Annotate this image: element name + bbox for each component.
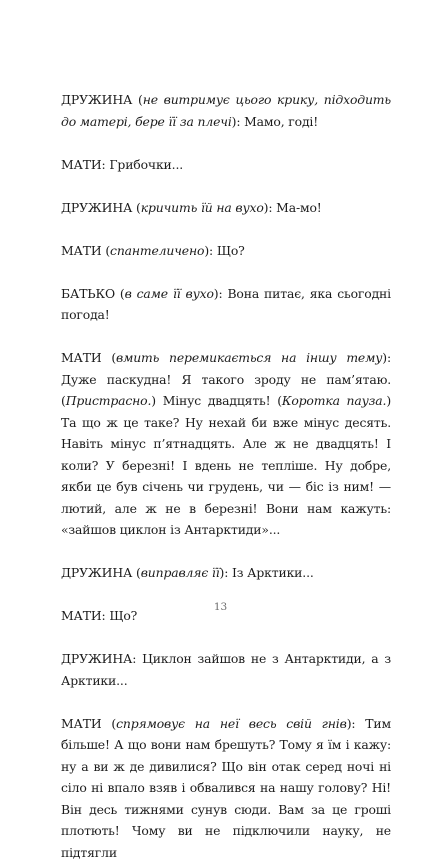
dialogue-text: ДРУЖИНА [61,92,132,107]
dialogue-text: ): Мамо, годі! [232,114,318,129]
paragraph-mother-puzzled [61,240,391,262]
stage-direction: виправляє її [141,565,220,580]
paragraph-mother-weather-rant [61,347,391,541]
dialogue-text: ( [102,350,116,365]
dialogue-text: ) Мінус двадцять! ( [151,393,282,408]
dialogue-text: МАТИ: Що? [61,608,137,623]
dialogue-text: ) Та що ж це таке? Ну нехай би вже мінус десять. Навіть мінус п’ятнадцять. Але ж не двадцять! І коли? У березні! І вдень не тепліше. Ну добре, якби це був січень чи грудень, чи — біс із ним! — лютий, але ж не в березні! Вони нам кажуть: «зайшов циклон із Антарктиди»... [61,393,391,537]
paragraph-wife-arctic [61,648,391,691]
dialogue-text: ( [132,92,142,107]
dialogue-text: ДРУЖИНА [61,565,132,580]
dialogue-text: МАТИ [61,243,102,258]
dialogue-text: ( [115,286,125,301]
stage-direction: спрямовує на неї весь свій гнів [116,716,347,731]
stage-direction: кричить їй на вухо [141,200,264,215]
dialogue-text: ): Що? [204,243,244,258]
dialogue-text: БАТЬКО [61,286,115,301]
dialogue-text: МАТИ: Грибочки... [61,157,183,172]
stage-direction: вмить перемикається на іншу тему [116,350,382,365]
dialogue-text: ( [102,716,117,731]
dialogue-text: ): Тим більше! А що вони нам брешуть? Тому я їм і кажу: ну а ви ж де дивилися? Що він отак серед ночі ні сіло ні впало взяв і обвалився на нашу голову? Ні! Він десь тижнями сунув сюди. Вам за це гроші плотють! Чому ви не підключили науку, не підтягли [61,716,391,860]
stage-direction: в саме її вухо [125,286,214,301]
dialogue-text: ): Ма-мо! [264,200,322,215]
dialogue-text: ): Із Арктики... [220,565,314,580]
dialogue-text: ( [132,200,140,215]
dialogue-text: ( [102,243,110,258]
stage-direction: спантеличено [110,243,204,258]
dialogue-text: МАТИ [61,350,102,365]
stage-direction: не витримує цього крику, підходить до матері, бере її за плечі [61,92,391,129]
paragraph-mother-mushrooms [61,154,391,176]
stage-direction: Пристрасно. [66,393,152,408]
paragraph-wife-shouts [61,197,391,219]
paragraph-father-weather [61,283,391,326]
page-number: 13 [0,601,441,613]
dialogue-text: МАТИ [61,716,102,731]
dialogue-text: ): Дуже паскудна! Я такого зроду не пам’ятаю. ( [61,350,391,408]
stage-direction: Коротка пауза. [282,393,386,408]
paragraph-mother-anger [61,713,391,863]
paragraph-wife-corrects [61,562,391,584]
play-text [61,89,391,863]
dialogue-text: ДРУЖИНА: Циклон зайшов не з Антарктиди, а з Арктики... [61,651,391,688]
dialogue-text: ): Вона питає, яка сьогодні погода! [61,286,391,323]
dialogue-text: ДРУЖИНА [61,200,132,215]
dialogue-text: ( [132,565,140,580]
paragraph-wife-not-enduring [61,89,391,132]
